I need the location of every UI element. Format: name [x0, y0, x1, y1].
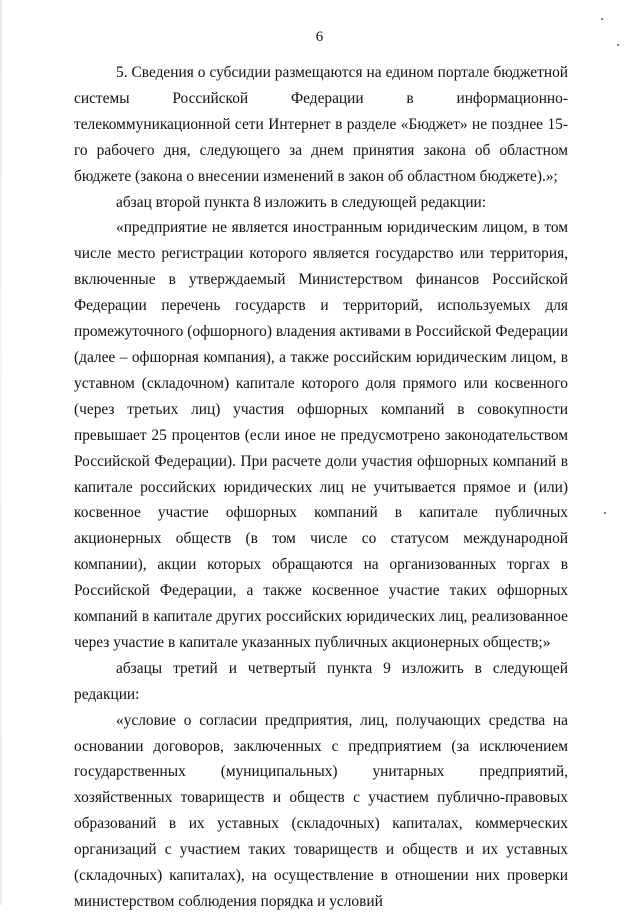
scan-speck [604, 512, 606, 514]
paragraph-amend-item-8: абзац второй пункта 8 изложить в следующей редакции: [116, 193, 487, 211]
scan-edge-shadow [0, 0, 2, 905]
page-number: 6 [315, 29, 324, 45]
scan-speck [617, 44, 619, 46]
paragraph-amend-item-9: абзацы третий и четвертый пункта 9 изложить в следующей редакции: [74, 659, 568, 703]
scan-speck [601, 18, 603, 20]
document-body [74, 60, 568, 915]
paragraph-consent-condition: «условие о согласии предприятия, лиц, получающих средства на основании договоров, заключенных с предприятием (за исключением государственных (муниципальных) унитарных предприятий, хозяйственных товариществ и обществ с участием публично-правовых образований в их уставных (складочных) капиталах, коммерческих организаций с участием таких товариществ и обществ и их уставных (складочных) капиталах), на осуществление в отношении них проверки министерством соблюдения порядка и условий [74, 711, 568, 910]
paragraph-offshore-condition: «предприятие не является иностранным юридическим лицом, в том числе место регистрации которого является государство или территория, включенные в утверждаемый Министерством финансов Российской Федерации перечень государств и территорий, используемых для промежуточного (офшорного) владения активами в Российской Федерации (далее – офшорная компания), а также российским юридическим лицом, в уставном (складочном) капитале которого доля прямого или косвенного (через третьих лиц) участия офшорных компаний в совокупности превышает 25 процентов (если иное не предусмотрено законодательством Российской Федерации). При расчете доли участия офшорных компаний в капитале российских юридических лиц не учитывается прямое и (или) косвенное участие офшорных компаний в капитале публичных акционерных обществ (в том числе со статусом международной компании), акции которых обращаются на организованных торгах в Российской Федерации, а также косвенное участие таких офшорных компаний в капитале других российских юридических лиц, реализованное через участие в капитале указанных публичных акционерных обществ;» [74, 219, 568, 651]
paragraph-subsidy-info: 5. Сведения о субсидии размещаются на едином портале бюджетной системы Российской Федерации в информационно-телекоммуникационной сети Интернет в разделе «Бюджет» не позднее 15-го рабочего дня, следующего за днем принятия закона об областном бюджете (закона о внесении изменений в закон об областном бюджете).»; [74, 64, 568, 185]
